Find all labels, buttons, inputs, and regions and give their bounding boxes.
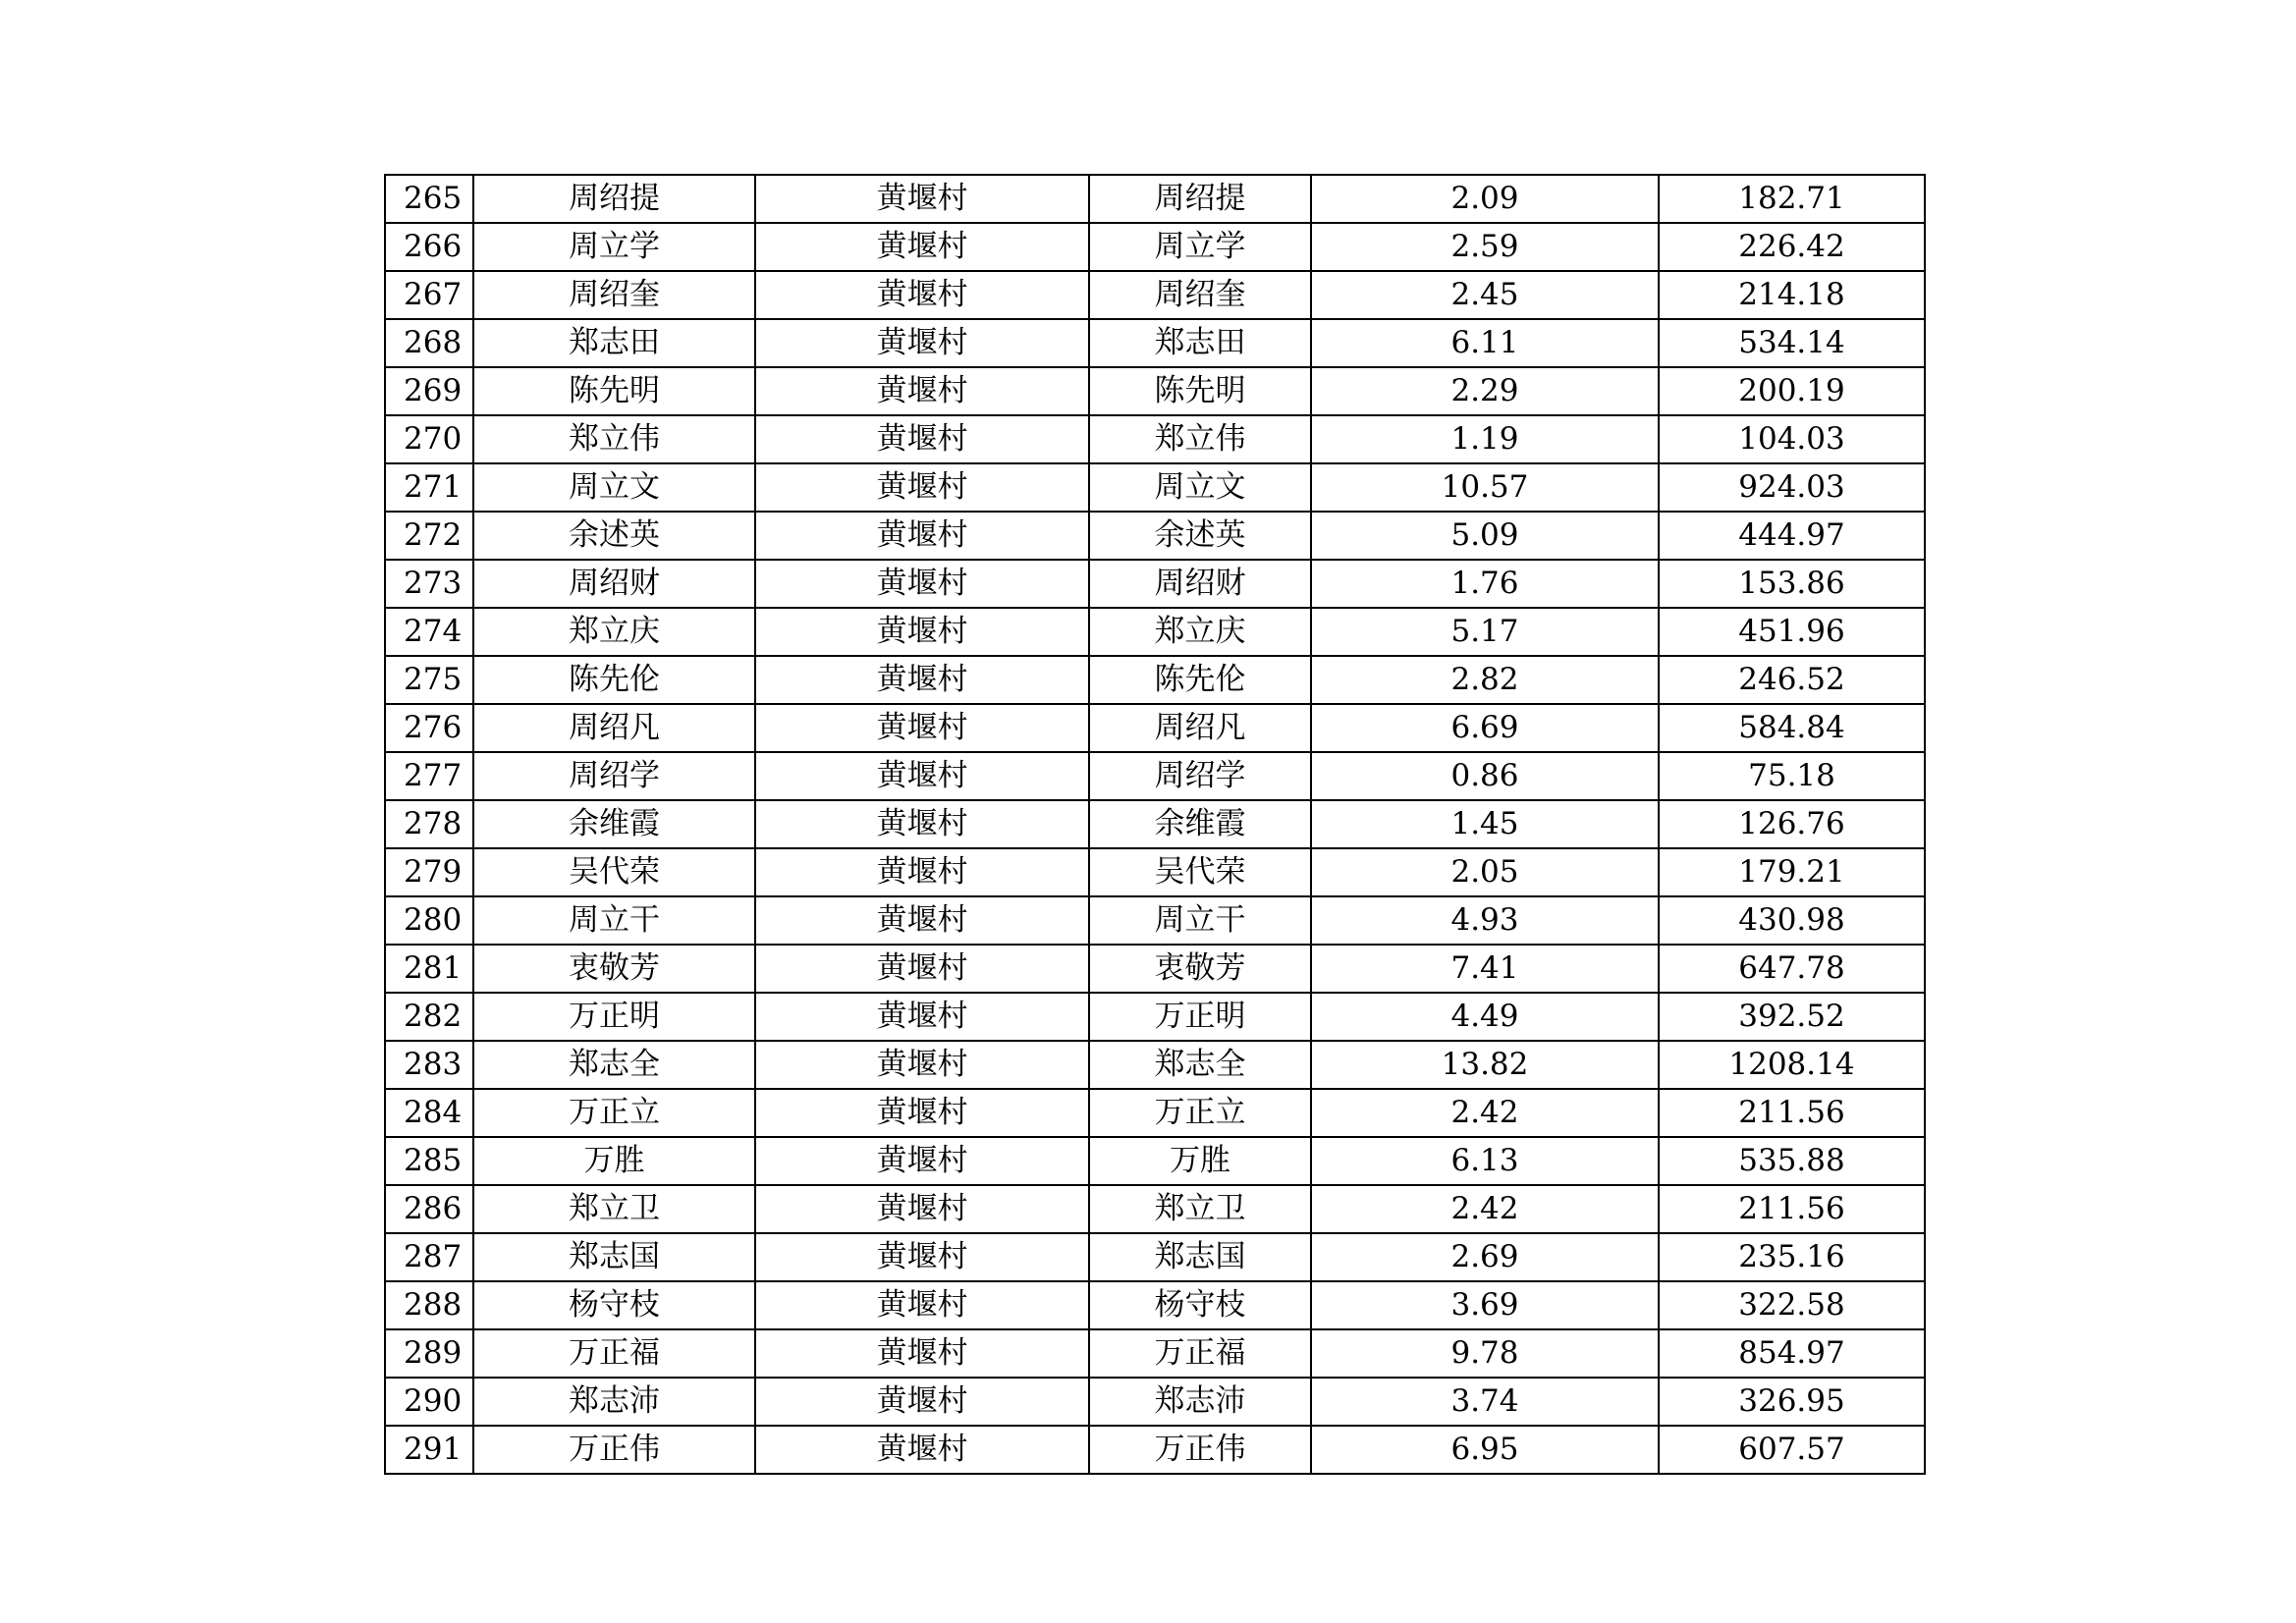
row-number-cell: 288	[385, 1281, 473, 1329]
amount-cell: 200.19	[1659, 367, 1925, 415]
row-number-cell: 283	[385, 1041, 473, 1089]
name-cell: 郑志沛	[473, 1378, 755, 1426]
row-number-cell: 290	[385, 1378, 473, 1426]
table-row	[385, 752, 1925, 800]
household-head-cell: 郑立卫	[1089, 1185, 1311, 1233]
household-head-cell: 衷敬芳	[1089, 945, 1311, 993]
row-number-cell: 276	[385, 704, 473, 752]
name-cell: 郑立卫	[473, 1185, 755, 1233]
name-cell: 万正福	[473, 1329, 755, 1378]
table-row	[385, 1329, 1925, 1378]
village-cell: 黄堰村	[755, 945, 1089, 993]
amount-cell: 924.03	[1659, 463, 1925, 512]
table-row	[385, 319, 1925, 367]
village-cell: 黄堰村	[755, 1378, 1089, 1426]
table-body	[385, 175, 1925, 1474]
row-number-cell: 279	[385, 848, 473, 896]
household-head-cell: 陈先明	[1089, 367, 1311, 415]
amount-cell: 854.97	[1659, 1329, 1925, 1378]
amount-cell: 75.18	[1659, 752, 1925, 800]
area-cell: 9.78	[1311, 1329, 1659, 1378]
row-number-cell: 286	[385, 1185, 473, 1233]
amount-cell: 607.57	[1659, 1426, 1925, 1474]
household-head-cell: 万正福	[1089, 1329, 1311, 1378]
name-cell: 周立学	[473, 223, 755, 271]
amount-cell: 584.84	[1659, 704, 1925, 752]
household-head-cell: 周绍财	[1089, 560, 1311, 608]
household-head-cell: 余述英	[1089, 512, 1311, 560]
table-row	[385, 175, 1925, 223]
name-cell: 余维霞	[473, 800, 755, 848]
row-number-cell: 281	[385, 945, 473, 993]
household-head-cell: 周绍学	[1089, 752, 1311, 800]
household-head-cell: 郑立伟	[1089, 415, 1311, 463]
area-cell: 2.42	[1311, 1089, 1659, 1137]
name-cell: 周绍凡	[473, 704, 755, 752]
area-cell: 1.45	[1311, 800, 1659, 848]
amount-cell: 126.76	[1659, 800, 1925, 848]
table-row	[385, 1378, 1925, 1426]
row-number-cell: 289	[385, 1329, 473, 1378]
household-head-cell: 杨守枝	[1089, 1281, 1311, 1329]
village-cell: 黄堰村	[755, 1281, 1089, 1329]
row-number-cell: 291	[385, 1426, 473, 1474]
amount-cell: 430.98	[1659, 896, 1925, 945]
area-cell: 7.41	[1311, 945, 1659, 993]
row-number-cell: 265	[385, 175, 473, 223]
table-row	[385, 271, 1925, 319]
name-cell: 衷敬芳	[473, 945, 755, 993]
village-cell: 黄堰村	[755, 415, 1089, 463]
village-cell: 黄堰村	[755, 1233, 1089, 1281]
amount-cell: 104.03	[1659, 415, 1925, 463]
village-cell: 黄堰村	[755, 512, 1089, 560]
area-cell: 4.49	[1311, 993, 1659, 1041]
amount-cell: 534.14	[1659, 319, 1925, 367]
amount-cell: 214.18	[1659, 271, 1925, 319]
name-cell: 万正伟	[473, 1426, 755, 1474]
household-head-cell: 余维霞	[1089, 800, 1311, 848]
amount-cell: 326.95	[1659, 1378, 1925, 1426]
row-number-cell: 287	[385, 1233, 473, 1281]
household-head-cell: 郑志国	[1089, 1233, 1311, 1281]
name-cell: 万正明	[473, 993, 755, 1041]
household-head-cell: 万正明	[1089, 993, 1311, 1041]
village-cell: 黄堰村	[755, 319, 1089, 367]
area-cell: 1.76	[1311, 560, 1659, 608]
area-cell: 6.95	[1311, 1426, 1659, 1474]
name-cell: 周绍奎	[473, 271, 755, 319]
household-head-cell: 周立学	[1089, 223, 1311, 271]
table-row	[385, 415, 1925, 463]
household-head-cell: 万正立	[1089, 1089, 1311, 1137]
table-row	[385, 1185, 1925, 1233]
table-row	[385, 800, 1925, 848]
amount-cell: 153.86	[1659, 560, 1925, 608]
table-row	[385, 1089, 1925, 1137]
table-row	[385, 848, 1925, 896]
name-cell: 杨守枝	[473, 1281, 755, 1329]
row-number-cell: 275	[385, 656, 473, 704]
amount-cell: 211.56	[1659, 1089, 1925, 1137]
area-cell: 6.11	[1311, 319, 1659, 367]
table-row	[385, 560, 1925, 608]
amount-cell: 211.56	[1659, 1185, 1925, 1233]
area-cell: 2.29	[1311, 367, 1659, 415]
row-number-cell: 274	[385, 608, 473, 656]
village-cell: 黄堰村	[755, 367, 1089, 415]
amount-cell: 451.96	[1659, 608, 1925, 656]
household-head-cell: 万胜	[1089, 1137, 1311, 1185]
village-cell: 黄堰村	[755, 1137, 1089, 1185]
household-head-cell: 郑志田	[1089, 319, 1311, 367]
amount-cell: 226.42	[1659, 223, 1925, 271]
row-number-cell: 266	[385, 223, 473, 271]
row-number-cell: 268	[385, 319, 473, 367]
area-cell: 5.09	[1311, 512, 1659, 560]
data-table	[384, 174, 1926, 1475]
row-number-cell: 284	[385, 1089, 473, 1137]
table-row	[385, 896, 1925, 945]
table-row	[385, 608, 1925, 656]
row-number-cell: 271	[385, 463, 473, 512]
area-cell: 1.19	[1311, 415, 1659, 463]
village-cell: 黄堰村	[755, 656, 1089, 704]
table-row	[385, 1041, 1925, 1089]
village-cell: 黄堰村	[755, 223, 1089, 271]
household-head-cell: 吴代荣	[1089, 848, 1311, 896]
area-cell: 2.09	[1311, 175, 1659, 223]
table-row	[385, 945, 1925, 993]
name-cell: 郑立庆	[473, 608, 755, 656]
area-cell: 2.82	[1311, 656, 1659, 704]
area-cell: 13.82	[1311, 1041, 1659, 1089]
area-cell: 3.69	[1311, 1281, 1659, 1329]
name-cell: 郑立伟	[473, 415, 755, 463]
row-number-cell: 278	[385, 800, 473, 848]
table-row	[385, 1281, 1925, 1329]
name-cell: 周立文	[473, 463, 755, 512]
area-cell: 2.69	[1311, 1233, 1659, 1281]
row-number-cell: 277	[385, 752, 473, 800]
table-row	[385, 1137, 1925, 1185]
row-number-cell: 285	[385, 1137, 473, 1185]
row-number-cell: 267	[385, 271, 473, 319]
village-cell: 黄堰村	[755, 560, 1089, 608]
village-cell: 黄堰村	[755, 1089, 1089, 1137]
table-row	[385, 1233, 1925, 1281]
name-cell: 郑志国	[473, 1233, 755, 1281]
village-cell: 黄堰村	[755, 704, 1089, 752]
household-head-cell: 周立文	[1089, 463, 1311, 512]
name-cell: 周绍财	[473, 560, 755, 608]
name-cell: 郑志全	[473, 1041, 755, 1089]
table-row	[385, 656, 1925, 704]
name-cell: 陈先明	[473, 367, 755, 415]
household-head-cell: 陈先伦	[1089, 656, 1311, 704]
table-row	[385, 512, 1925, 560]
village-cell: 黄堰村	[755, 175, 1089, 223]
village-cell: 黄堰村	[755, 993, 1089, 1041]
village-cell: 黄堰村	[755, 848, 1089, 896]
household-head-cell: 周绍奎	[1089, 271, 1311, 319]
household-head-cell: 周立干	[1089, 896, 1311, 945]
table-row	[385, 1426, 1925, 1474]
village-cell: 黄堰村	[755, 896, 1089, 945]
village-cell: 黄堰村	[755, 271, 1089, 319]
name-cell: 吴代荣	[473, 848, 755, 896]
name-cell: 周立干	[473, 896, 755, 945]
table-row	[385, 367, 1925, 415]
amount-cell: 647.78	[1659, 945, 1925, 993]
village-cell: 黄堰村	[755, 1426, 1089, 1474]
area-cell: 2.42	[1311, 1185, 1659, 1233]
village-cell: 黄堰村	[755, 1185, 1089, 1233]
village-cell: 黄堰村	[755, 752, 1089, 800]
area-cell: 4.93	[1311, 896, 1659, 945]
name-cell: 余述英	[473, 512, 755, 560]
name-cell: 陈先伦	[473, 656, 755, 704]
row-number-cell: 269	[385, 367, 473, 415]
row-number-cell: 280	[385, 896, 473, 945]
name-cell: 周绍学	[473, 752, 755, 800]
village-cell: 黄堰村	[755, 608, 1089, 656]
area-cell: 10.57	[1311, 463, 1659, 512]
area-cell: 0.86	[1311, 752, 1659, 800]
village-cell: 黄堰村	[755, 1041, 1089, 1089]
household-head-cell: 郑志沛	[1089, 1378, 1311, 1426]
name-cell: 万胜	[473, 1137, 755, 1185]
amount-cell: 179.21	[1659, 848, 1925, 896]
row-number-cell: 273	[385, 560, 473, 608]
amount-cell: 235.16	[1659, 1233, 1925, 1281]
area-cell: 2.59	[1311, 223, 1659, 271]
table-row	[385, 993, 1925, 1041]
village-cell: 黄堰村	[755, 463, 1089, 512]
row-number-cell: 272	[385, 512, 473, 560]
area-cell: 6.13	[1311, 1137, 1659, 1185]
table-row	[385, 223, 1925, 271]
village-cell: 黄堰村	[755, 1329, 1089, 1378]
table-row	[385, 463, 1925, 512]
area-cell: 3.74	[1311, 1378, 1659, 1426]
name-cell: 周绍提	[473, 175, 755, 223]
household-head-cell: 周绍提	[1089, 175, 1311, 223]
area-cell: 2.05	[1311, 848, 1659, 896]
amount-cell: 1208.14	[1659, 1041, 1925, 1089]
household-head-cell: 郑立庆	[1089, 608, 1311, 656]
amount-cell: 322.58	[1659, 1281, 1925, 1329]
area-cell: 6.69	[1311, 704, 1659, 752]
name-cell: 郑志田	[473, 319, 755, 367]
amount-cell: 246.52	[1659, 656, 1925, 704]
area-cell: 5.17	[1311, 608, 1659, 656]
table-row	[385, 704, 1925, 752]
amount-cell: 182.71	[1659, 175, 1925, 223]
household-head-cell: 周绍凡	[1089, 704, 1311, 752]
household-head-cell: 万正伟	[1089, 1426, 1311, 1474]
village-cell: 黄堰村	[755, 800, 1089, 848]
household-head-cell: 郑志全	[1089, 1041, 1311, 1089]
amount-cell: 444.97	[1659, 512, 1925, 560]
amount-cell: 392.52	[1659, 993, 1925, 1041]
name-cell: 万正立	[473, 1089, 755, 1137]
area-cell: 2.45	[1311, 271, 1659, 319]
row-number-cell: 282	[385, 993, 473, 1041]
row-number-cell: 270	[385, 415, 473, 463]
amount-cell: 535.88	[1659, 1137, 1925, 1185]
